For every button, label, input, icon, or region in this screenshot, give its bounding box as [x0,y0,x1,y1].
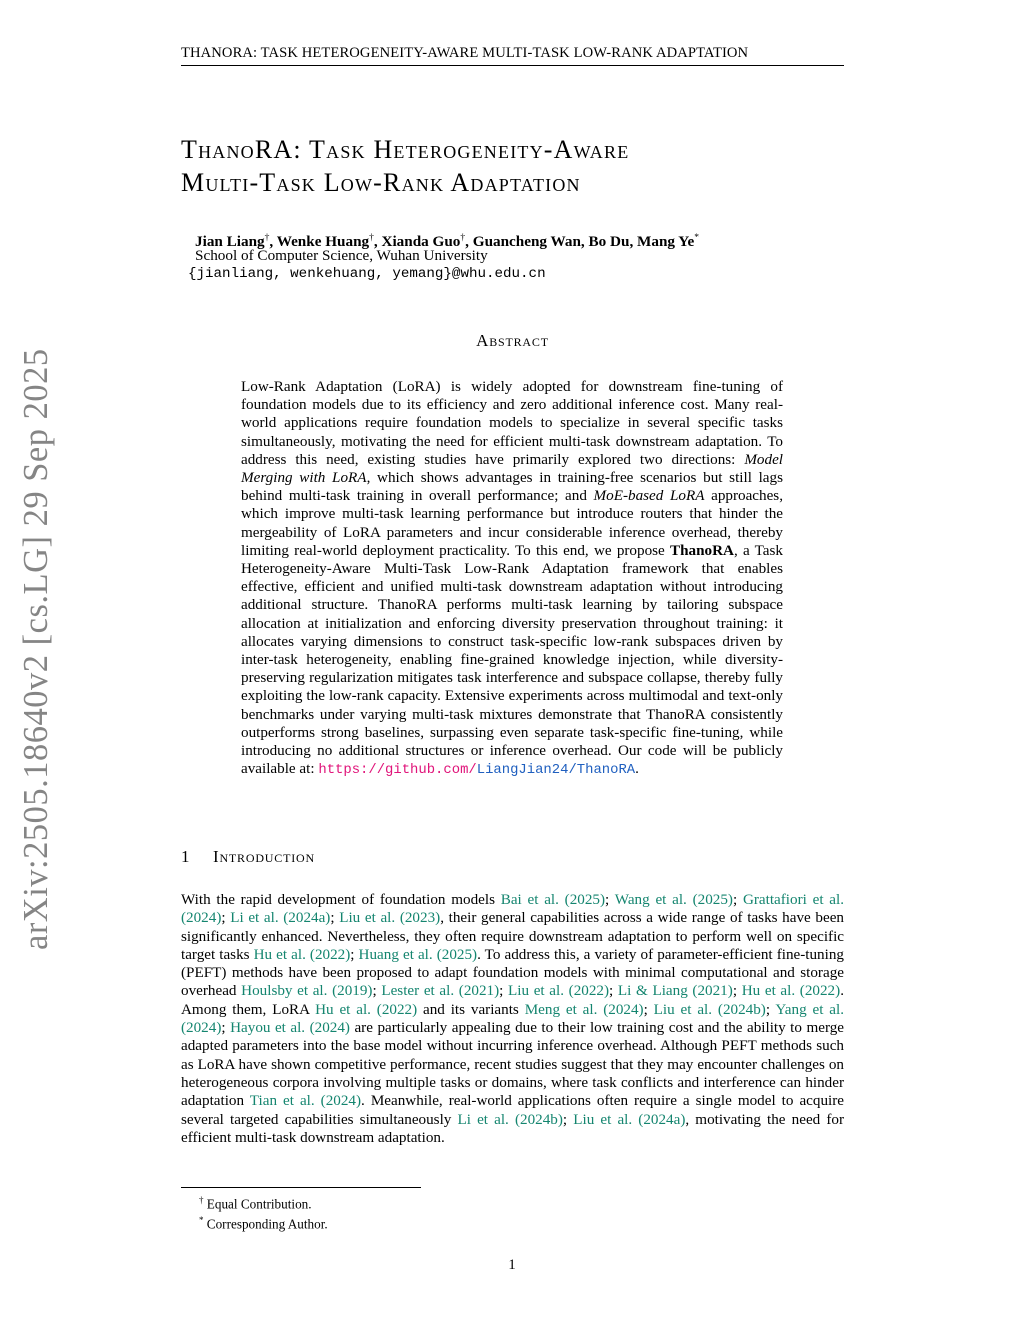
abstract-emphasis: Model Merging with LoRA [241,450,783,487]
citation-link[interactable]: Lester et al. (2021) [381,982,500,1000]
citation-link[interactable]: Tian et al. (2024) [249,1092,362,1110]
abstract-heading: Abstract [476,331,549,350]
citation-link[interactable]: Li et al. (2024b) [457,1110,563,1128]
intro-text: , their general capabilities across a wide range of tasks have been significantly enhanced. Nevertheless, they often require downstream adaptation to perform well on specific target tasks [181,909,844,963]
running-header: THANORA: TASK HETEROGENEITY-AWARE MULTI-TASK LOW-RANK ADAPTATION [181,45,749,61]
code-link-repo[interactable]: LiangJian24/ThanoRA [476,762,636,779]
citation-link[interactable]: Hu et al. (2022) [315,1000,418,1018]
citation-link[interactable]: Bai et al. (2025) [500,891,606,908]
abstract-body [241,378,783,779]
intro-text: ; [330,909,340,927]
abstract-text: approaches, which improve multi-task learning performance but introduce routers that hinder the mergeability of LoRA parameters and incur considerable inference overhead, thereby limiting real-world deployment practicality. To this end, we propose [241,487,783,559]
citation-link[interactable]: Liu et al. (2024a) [573,1110,686,1128]
code-link[interactable]: https://github.com/ [318,762,477,779]
title-line-1: ThanoRA: Task Heterogeneity-Aware [181,135,630,164]
citation-link[interactable]: Liu et al. (2022) [508,982,610,1000]
arxiv-identifier-stamp: arXiv:2505.18640v2 [cs.LG] 29 Sep 2025 [17,348,55,950]
intro-text: ; [765,1000,776,1018]
intro-text: . Meanwhile, real-world applications often require a single model to acquire several targeted capabilities simultaneously [181,1092,844,1128]
footnote-corresponding-author [199,1212,328,1232]
intro-text: ; [221,1019,231,1037]
abstract-text: , a Task Heterogeneity-Aware Multi-Task Low-Rank Adaptation framework that enables effective, efficient and unified multi-task downstream adaptation without introducing additional structure. ThanoRA performs multi-task learning by tailoring subspace allocation at initialization and enforcing diversity preservation throughout training: it allocates varying dimensions to construct task-specific low-rank subspaces driven by inter-task heterogeneity, enabling fine-grained knowledge injection, while diversity-preserving regularization mitigates task interference and subspace collapse, thereby fully exploiting the low-rank capacity. Extensive experiments across multimodal and text-only benchmarks under varying multi-task mixtures demonstrate that ThanoRA consistently outperforms strong baselines, surpassing even separate task-specific fine-tuning, while introducing no additional structures or inference overhead. Our code will be publicly available at: [241,541,783,778]
footnote-rule [181,1187,421,1188]
section-heading-introduction [181,847,844,867]
intro-text: and its variants [417,1000,525,1018]
intro-text: ; [350,945,359,963]
intro-text: ; [732,891,743,908]
author-name: Wenke Huang [276,233,370,251]
page-number: 1 [508,1257,516,1273]
method-name: ThanoRA [669,541,734,559]
introduction-paragraph [181,891,844,1147]
intro-text: . To address this, a variety of parameter-efficient fine-tuning (PEFT) methods have been proposed to adapt foundation models with minimal computational and storage overhead [181,945,844,1000]
equal-contribution-mark: † [264,233,270,243]
citation-link[interactable]: Liu et al. (2024b) [653,1000,766,1018]
citation-link[interactable]: Yang et al. (2024) [181,1000,844,1037]
citation-link[interactable]: Houlsby et al. (2019) [241,982,373,1000]
section-number: 1 [181,847,191,866]
corresponding-author-mark: * [694,233,700,243]
affiliation: School of Computer Science, Wuhan University [195,247,488,264]
footnote-equal-contribution [199,1192,328,1212]
paper-title [181,133,844,199]
citation-link[interactable]: Wang et al. (2025) [614,891,733,908]
intro-text: ; [732,982,742,1000]
citation-link[interactable]: Huang et al. (2025) [358,945,478,963]
intro-text: With the rapid development of foundation models [181,891,501,908]
equal-contribution-mark: † [369,233,374,243]
intro-text: ; [221,909,231,927]
intro-text: , motivating the need for efficient multi-task downstream adaptation. [181,1110,845,1146]
header-rule [181,65,844,66]
footnote-text: Equal Contribution. [203,1196,312,1212]
citation-link[interactable]: Li et al. (2024a) [230,909,331,927]
intro-text: ; [605,891,615,908]
intro-text: ; [609,982,618,1000]
author-separator: , [269,233,277,251]
citation-link[interactable]: Hu et al. (2022) [741,982,841,1000]
abstract-emphasis: MoE-based LoRA [593,487,705,505]
intro-text: ; [562,1110,574,1128]
abstract-text: , which shows advantages in training-free scenarios but still lags behind multi-task training in overall performance; and [241,469,783,505]
citation-link[interactable]: Hu et al. (2022) [253,945,351,963]
author-names-rest: Guancheng Wan, Bo Du, Mang Ye [472,233,695,251]
citation-link[interactable]: Liu et al. (2023) [339,909,441,927]
intro-text: are particularly appealing due to their low training cost and the ability to merge adapted parameters into the base model without incurring inference overhead. Although PEFT methods such as LoRA have shown competitive performance, recent studies suggest that they may encounter challenges on heterogeneous corpora involving multiple tasks or domains, where task conflicts and interference can hinder adaptation [181,1019,844,1110]
citation-link[interactable]: Meng et al. (2024) [524,1000,644,1018]
footnote-text: Corresponding Author. [203,1216,328,1232]
author-emails: {jianliang, wenkehuang, yemang}@whu.edu.cn [188,266,546,282]
section-title: Introduction [213,847,315,866]
author-name: Jian Liang [195,233,265,251]
citation-link[interactable]: Li & Liang (2021) [617,982,733,1000]
equal-contribution-mark: † [460,233,466,243]
citation-link[interactable]: Grattafiori et al. (2024) [181,891,844,927]
title-line-2: Multi-Task Low-Rank Adaptation [181,168,581,197]
intro-text: ; [499,982,509,1000]
author-name: Xianda Guo [381,233,461,251]
abstract-text: Low-Rank Adaptation (LoRA) is widely adopted for downstream fine-tuning of foundation models due to its efficiency and zero additional inference cost. Many real-world applications require foundation models to specialize in several specific tasks simultaneously, motivating the need for efficient multi-task downstream adaptation. To address this need, existing studies have primarily explored two directions: [241,378,783,468]
author-separator: , [465,233,473,251]
footnote-mark: * [199,1215,204,1226]
citation-link[interactable]: Hayou et al. (2024) [230,1019,350,1037]
author-separator: , [373,233,382,251]
intro-text: ; [372,982,382,1000]
footnotes [199,1192,328,1233]
intro-text: . Among them, LoRA [181,982,844,1018]
abstract-text: . [635,760,639,778]
intro-text: ; [643,1000,654,1018]
footnote-mark: † [199,1195,204,1205]
